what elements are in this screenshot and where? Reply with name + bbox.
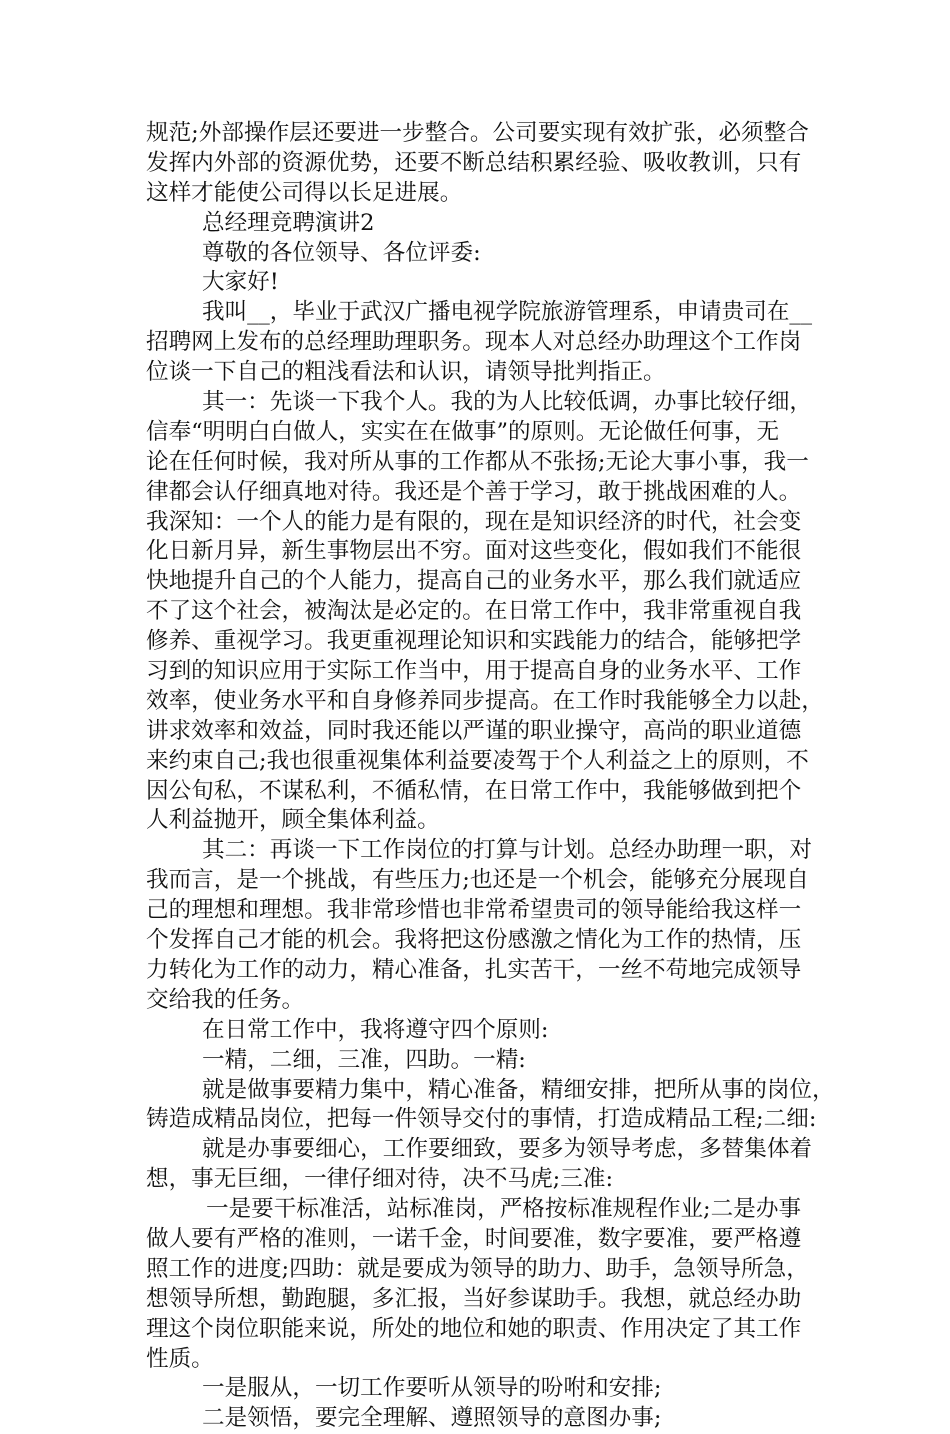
text-line: 照工作的进度;四助：就是要成为领导的助力、助手，急领导所急， <box>146 1255 809 1282</box>
salutation: 尊敬的各位领导、各位评委: <box>202 239 481 266</box>
text-line: 不了这个社会，被淘汰是必定的。在日常工作中，我非常重视自我 <box>146 598 802 625</box>
text-line: 这样才能使公司得以长足进展。 <box>146 179 463 206</box>
text-line: 论在任何时候，我对所从事的工作都从不张扬;无论大事小事，我一 <box>146 448 809 475</box>
text-line: 力转化为工作的动力，精心准备，扎实苦干，一丝不苟地完成领导 <box>146 956 802 983</box>
text-line: 快地提升自己的个人能力，提高自己的业务水平，那么我们就适应 <box>146 568 802 595</box>
text-line: 人利益抛开，顾全集体利益。 <box>146 807 440 834</box>
text-line: 其一：先谈一下我个人。我的为人比较低调，办事比较仔细， <box>202 389 813 416</box>
text-line: 己的理想和理想。我非常珍惜也非常希望贵司的领导能给我这样一 <box>146 897 802 924</box>
text-line: 规范;外部操作层还要进一步整合。公司要实现有效扩张，必须整合 <box>146 120 809 146</box>
text-line: 就是办事要细心，工作要细致，要多为领导考虑，多替集体着 <box>202 1136 813 1163</box>
text-line: 我叫__，毕业于武汉广播电视学院旅游管理系，申请贵司在__ <box>202 299 813 326</box>
text-line: 就是做事要精力集中，精心准备，精细安排，把所从事的岗位， <box>202 1076 835 1103</box>
text-line: 一精，二细，三准，四助。一精: <box>202 1046 526 1073</box>
text-line: 化日新月异，新生事物层出不穷。面对这些变化，假如我们不能很 <box>146 538 802 565</box>
greeting: 大家好! <box>202 269 279 296</box>
text-line: 二是领悟，要完全理解、遵照领导的意图办事; <box>202 1405 662 1432</box>
text-line: 信奉“明明白白做人，实实在在做事”的原则。无论做任何事，无 <box>146 418 780 445</box>
text-line: 效率，使业务水平和自身修养同步提高。在工作时我能够全力以赴， <box>146 687 824 714</box>
text-line: 我而言，是一个挑战，有些压力;也还是一个机会，能够充分展现自 <box>146 867 809 894</box>
text-line: 做人要有严格的准则，一诺千金，时间要准，数字要准，要严格遵 <box>146 1225 802 1252</box>
document-page <box>146 119 835 1434</box>
text-line: 其二：再谈一下工作岗位的打算与计划。总经办助理一职，对 <box>202 837 813 864</box>
text-line: 讲求效率和效益，同时我还能以严谨的职业操守，高尚的职业道德 <box>146 717 802 744</box>
text-line: 交给我的任务。 <box>146 986 305 1013</box>
text-line: 我深知：一个人的能力是有限的，现在是知识经济的时代，社会变 <box>146 508 802 535</box>
text-line: 因公旬私，不谋私利，不循私情，在日常工作中，我能够做到把个 <box>146 777 802 804</box>
text-line: 想领导所想，勤跑腿，多汇报，当好参谋助手。我想，就总经办助 <box>146 1285 802 1312</box>
text-line: 修养、重视学习。我更重视理论知识和实践能力的结合，能够把学 <box>146 628 802 655</box>
text-line: 性质。 <box>146 1345 214 1372</box>
text-line: 在日常工作中，我将遵守四个原则: <box>202 1016 549 1043</box>
text-line: 铸造成精品岗位，把每一件领导交付的事情，打造成精品工程;二细: <box>146 1106 817 1133</box>
text-line: 习到的知识应用于实际工作当中，用于提高自身的业务水平、工作 <box>146 658 802 685</box>
section-title: 总经理竞聘演讲2 <box>202 209 375 236</box>
text-line: 招聘网上发布的总经理助理职务。现本人对总经办助理这个工作岗 <box>146 329 802 356</box>
text-line: 理这个岗位职能来说，所处的地位和她的职责、作用决定了其工作 <box>146 1315 802 1342</box>
text-line: 律都会认仔细真地对待。我还是个善于学习，敢于挑战困难的人。 <box>146 478 802 505</box>
text-line: 发挥内外部的资源优势，还要不断总结积累经验、吸收教训，只有 <box>146 149 802 176</box>
text-line: 一是要干标准活，站标准岗，严格按标准规程作业;二是办事 <box>206 1196 802 1223</box>
text-line: 来约束自己;我也很重视集体利益要凌驾于个人利益之上的原则，不 <box>146 747 809 774</box>
text-line: 个发挥自己才能的机会。我将把这份感激之情化为工作的热情，压 <box>146 927 802 954</box>
text-line: 一是服从，一切工作要听从领导的吩咐和安排; <box>202 1375 662 1402</box>
text-line: 位谈一下自己的粗浅看法和认识，请领导批判指正。 <box>146 359 666 386</box>
text-line: 想，事无巨细，一律仔细对待，决不马虎;三准: <box>146 1166 614 1193</box>
